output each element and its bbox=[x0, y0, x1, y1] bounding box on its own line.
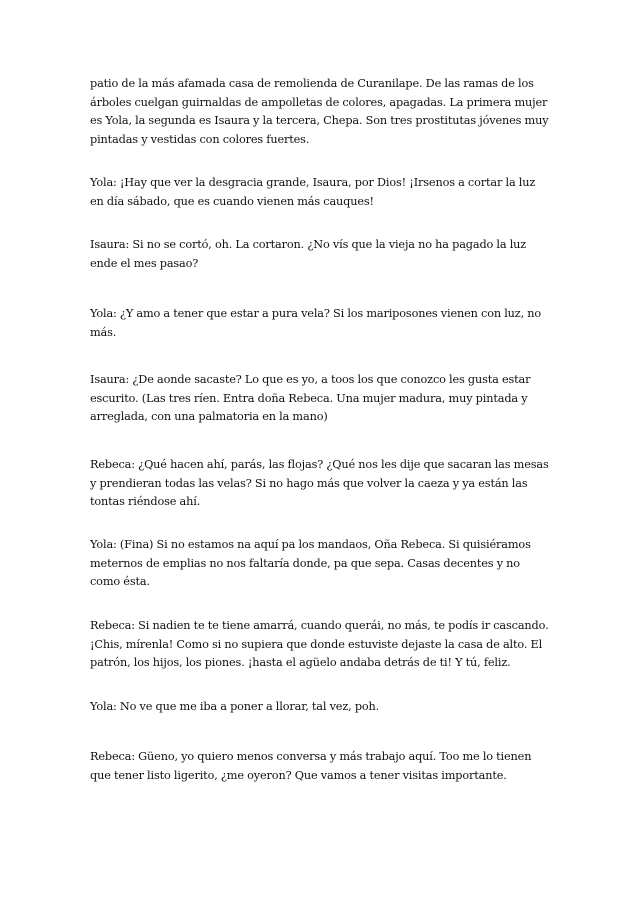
dialogue-rebeca-1: Rebeca: ¿Qué hacen ahí, parás, las flojas? ¿Qué nos les dije que sacaran las mesas y prendieran todas las velas? Si no hago más que volver la caeza y ya están las tontas riéndose ahí. bbox=[90, 458, 549, 508]
dialogue-yola-3: Yola: (Fina) Si no estamos na aquí pa los mandaos, Oña Rebeca. Si quisiéramos meternos de emplias no nos faltaría donde, pa que sepa. Casas decentes y no como ésta. bbox=[90, 538, 531, 588]
dialogue-isaura-1: Isaura: Si no se cortó, oh. La cortaron. ¿No vís que la vieja no ha pagado la luz ende el mes pasao? bbox=[90, 238, 527, 270]
dialogue-yola-1: Yola: ¡Hay que ver la desgracia grande, Isaura, por Dios! ¡Irsenos a cortar la luz en día sábado, que es cuando vienen más cauques! bbox=[90, 176, 536, 208]
dialogue-isaura-2: Isaura: ¿De aonde sacaste? Lo que es yo, a toos los que conozco les gusta estar escurito. (Las tres ríen. Entra doña Rebeca. Una mujer madura, muy pintada y arreglada, con una palmatoria en la mano) bbox=[90, 373, 531, 423]
dialogue-yola-4: Yola: No ve que me iba a poner a llorar, tal vez, poh. bbox=[90, 700, 380, 713]
dialogue-rebeca-2: Rebeca: Si nadien te te tiene amarrá, cuando querái, no más, te podís ir cascando. ¡Chis, mírenla! Como si no supiera que donde estuviste dejaste la casa de alto. El patrón, los hijos, los piones. ¡hasta el agüelo andaba detrás de ti! Y tú, feliz. bbox=[90, 619, 549, 669]
dialogue-yola-2: Yola: ¿Y amo a tener que estar a pura vela? Si los mariposones vienen con luz, no más. bbox=[90, 307, 542, 339]
stage-direction-paragraph: patio de la más afamada casa de remolienda de Curanilape. De las ramas de los árboles cuelgan guirnaldas de ampolletas de colores, apagadas. La primera mujer es Yola, la segunda es Isaura y la tercera, Chepa. Son tres prostitutas jóvenes muy pintadas y vestidas con colores fuertes. bbox=[90, 77, 549, 146]
dialogue-rebeca-3: Rebeca: Güeno, yo quiero menos conversa y más trabajo aquí. Too me lo tienen que tener listo ligerito, ¿me oyeron? Que vamos a tener visitas importante. bbox=[90, 750, 532, 782]
